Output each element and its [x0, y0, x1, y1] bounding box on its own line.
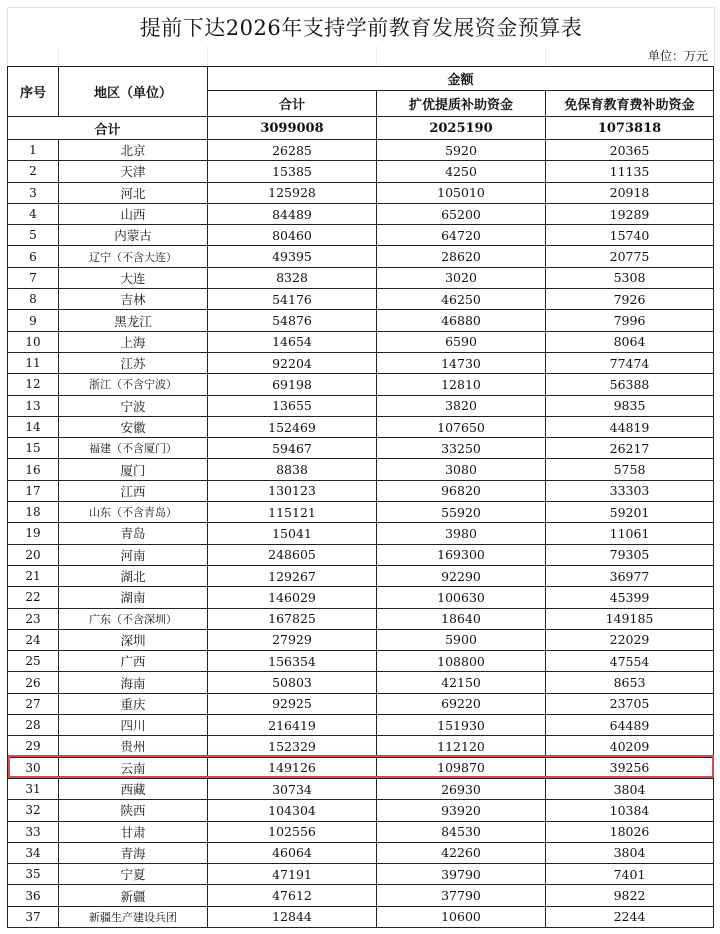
quality-cell: 96820 — [377, 480, 546, 501]
region-cell: 新疆 — [59, 885, 208, 906]
total-cell: 15041 — [208, 523, 377, 544]
total-cell: 50803 — [208, 672, 377, 693]
table-row — [8, 629, 714, 650]
quality-cell: 42150 — [377, 672, 546, 693]
table-row — [8, 395, 714, 416]
seq-cell: 17 — [8, 480, 59, 501]
total-cell: 104304 — [208, 800, 377, 821]
region-cell: 江西 — [59, 480, 208, 501]
seq-cell: 33 — [8, 821, 59, 842]
free-cell: 15740 — [546, 225, 714, 246]
total-cell: 12844 — [208, 906, 377, 927]
free-cell: 23705 — [546, 693, 714, 714]
quality-cell: 69220 — [377, 693, 546, 714]
free-cell: 20775 — [546, 246, 714, 267]
total-cell: 92925 — [208, 693, 377, 714]
table-row — [8, 438, 714, 459]
header-amount: 金额 — [208, 67, 714, 91]
seq-cell: 10 — [8, 331, 59, 352]
quality-cell: 55920 — [377, 502, 546, 523]
region-cell: 北京 — [59, 140, 208, 161]
seq-cell: 15 — [8, 438, 59, 459]
free-cell: 47554 — [546, 651, 714, 672]
seq-cell: 23 — [8, 608, 59, 629]
table-row — [8, 289, 714, 310]
quality-cell: 5900 — [377, 629, 546, 650]
free-cell: 18026 — [546, 821, 714, 842]
seq-cell: 16 — [8, 459, 59, 480]
total-cell: 102556 — [208, 821, 377, 842]
quality-cell: 65200 — [377, 203, 546, 224]
table-row — [8, 885, 714, 906]
total-cell: 27929 — [208, 629, 377, 650]
free-cell: 9835 — [546, 395, 714, 416]
total-cell: 54876 — [208, 310, 377, 331]
table-row — [8, 800, 714, 821]
region-cell: 四川 — [59, 715, 208, 736]
seq-cell: 5 — [8, 225, 59, 246]
total-cell: 8328 — [208, 267, 377, 288]
total-cell: 15385 — [208, 161, 377, 182]
region-cell: 宁波 — [59, 395, 208, 416]
quality-cell: 46880 — [377, 310, 546, 331]
quality-cell: 18640 — [377, 608, 546, 629]
quality-cell: 26930 — [377, 778, 546, 799]
seq-cell: 32 — [8, 800, 59, 821]
total-cell: 47191 — [208, 864, 377, 885]
quality-cell: 10600 — [377, 906, 546, 927]
free-cell: 5308 — [546, 267, 714, 288]
free-cell: 36977 — [546, 565, 714, 586]
table-row — [8, 906, 714, 927]
region-cell: 吉林 — [59, 289, 208, 310]
free-cell: 79305 — [546, 544, 714, 565]
region-cell: 西藏 — [59, 778, 208, 799]
seq-cell: 31 — [8, 778, 59, 799]
free-cell: 64489 — [546, 715, 714, 736]
region-cell: 黑龙江 — [59, 310, 208, 331]
total-cell: 216419 — [208, 715, 377, 736]
table-row — [8, 672, 714, 693]
region-cell: 陕西 — [59, 800, 208, 821]
seq-cell: 25 — [8, 651, 59, 672]
free-cell: 26217 — [546, 438, 714, 459]
table-row — [8, 416, 714, 437]
region-cell: 贵州 — [59, 736, 208, 757]
seq-cell: 36 — [8, 885, 59, 906]
seq-cell: 4 — [8, 203, 59, 224]
quality-cell: 28620 — [377, 246, 546, 267]
quality-cell: 3080 — [377, 459, 546, 480]
header-seq: 序号 — [8, 67, 59, 117]
total-cell: 46064 — [208, 842, 377, 863]
seq-cell: 20 — [8, 544, 59, 565]
region-cell: 大连 — [59, 267, 208, 288]
free-cell: 3804 — [546, 842, 714, 863]
table-row — [8, 352, 714, 373]
table-row — [8, 715, 714, 736]
quality-cell: 46250 — [377, 289, 546, 310]
seq-cell: 13 — [8, 395, 59, 416]
region-cell: 江苏 — [59, 352, 208, 373]
quality-cell: 12810 — [377, 374, 546, 395]
free-cell: 19289 — [546, 203, 714, 224]
quality-cell: 3980 — [377, 523, 546, 544]
table-row — [8, 502, 714, 523]
free-cell: 8653 — [546, 672, 714, 693]
total-free: 1073818 — [546, 117, 714, 140]
budget-table — [7, 66, 714, 928]
region-cell: 宁夏 — [59, 864, 208, 885]
region-cell: 河南 — [59, 544, 208, 565]
table-row — [8, 480, 714, 501]
total-label: 合计 — [8, 117, 208, 140]
total-cell: 156354 — [208, 651, 377, 672]
free-cell: 44819 — [546, 416, 714, 437]
seq-cell: 14 — [8, 416, 59, 437]
free-cell: 7996 — [546, 310, 714, 331]
total-cell: 125928 — [208, 182, 377, 203]
region-cell: 辽宁（不含大连） — [59, 246, 208, 267]
region-cell: 厦门 — [59, 459, 208, 480]
region-cell: 内蒙古 — [59, 225, 208, 246]
region-cell: 重庆 — [59, 693, 208, 714]
region-cell: 上海 — [59, 331, 208, 352]
region-cell: 天津 — [59, 161, 208, 182]
table-row — [8, 544, 714, 565]
seq-cell: 11 — [8, 352, 59, 373]
table-row — [8, 608, 714, 629]
region-cell: 深圳 — [59, 629, 208, 650]
free-cell: 8064 — [546, 331, 714, 352]
region-cell: 河北 — [59, 182, 208, 203]
total-cell: 146029 — [208, 587, 377, 608]
region-cell: 福建（不含厦门） — [59, 438, 208, 459]
seq-cell: 29 — [8, 736, 59, 757]
quality-cell: 6590 — [377, 331, 546, 352]
total-cell: 47612 — [208, 885, 377, 906]
total-cell: 13655 — [208, 395, 377, 416]
table-title: 提前下达2026年支持学前教育发展资金预算表 — [7, 7, 715, 46]
quality-cell: 14730 — [377, 352, 546, 373]
region-cell: 湖北 — [59, 565, 208, 586]
seq-cell: 24 — [8, 629, 59, 650]
free-cell: 33303 — [546, 480, 714, 501]
total-cell: 115121 — [208, 502, 377, 523]
free-cell: 5758 — [546, 459, 714, 480]
total-cell: 92204 — [208, 352, 377, 373]
total-cell: 30734 — [208, 778, 377, 799]
quality-cell: 105010 — [377, 182, 546, 203]
seq-cell: 1 — [8, 140, 59, 161]
free-cell: 149185 — [546, 608, 714, 629]
table-row — [8, 310, 714, 331]
table-row — [8, 736, 714, 757]
header-total: 合计 — [208, 91, 377, 117]
header-region: 地区（单位） — [59, 67, 208, 117]
total-cell: 152469 — [208, 416, 377, 437]
table-row — [8, 246, 714, 267]
free-cell: 7401 — [546, 864, 714, 885]
table-row — [8, 523, 714, 544]
region-cell: 甘肃 — [59, 821, 208, 842]
table-row — [8, 778, 714, 799]
total-cell: 167825 — [208, 608, 377, 629]
table-row — [8, 565, 714, 586]
seq-cell: 34 — [8, 842, 59, 863]
free-cell: 2244 — [546, 906, 714, 927]
table-row — [8, 267, 714, 288]
quality-cell: 39790 — [377, 864, 546, 885]
region-cell: 青岛 — [59, 523, 208, 544]
free-cell: 9822 — [546, 885, 714, 906]
table-row — [8, 182, 714, 203]
quality-cell: 92290 — [377, 565, 546, 586]
free-cell: 59201 — [546, 502, 714, 523]
seq-cell: 12 — [8, 374, 59, 395]
quality-cell: 108800 — [377, 651, 546, 672]
total-cell: 14654 — [208, 331, 377, 352]
quality-cell: 169300 — [377, 544, 546, 565]
total-amount: 3099008 — [208, 117, 377, 140]
quality-cell: 107650 — [377, 416, 546, 437]
seq-cell: 37 — [8, 906, 59, 927]
table-row — [8, 374, 714, 395]
free-cell: 3804 — [546, 778, 714, 799]
table-row — [8, 140, 714, 161]
total-cell: 149126 — [208, 757, 377, 778]
seq-cell: 8 — [8, 289, 59, 310]
total-row — [8, 117, 714, 140]
grid-line — [207, 46, 208, 65]
table-row — [8, 864, 714, 885]
header-quality-fund: 扩优提质补助资金 — [377, 91, 546, 117]
table-row — [8, 821, 714, 842]
table-row — [8, 225, 714, 246]
total-quality: 2025190 — [377, 117, 546, 140]
seq-cell: 27 — [8, 693, 59, 714]
region-cell: 湖南 — [59, 587, 208, 608]
table-row — [8, 587, 714, 608]
region-cell: 青海 — [59, 842, 208, 863]
free-cell: 20365 — [546, 140, 714, 161]
total-cell: 54176 — [208, 289, 377, 310]
seq-cell: 28 — [8, 715, 59, 736]
region-cell: 山东（不含青岛） — [59, 502, 208, 523]
seq-cell: 22 — [8, 587, 59, 608]
total-cell: 80460 — [208, 225, 377, 246]
seq-cell: 35 — [8, 864, 59, 885]
free-cell: 10384 — [546, 800, 714, 821]
seq-cell: 26 — [8, 672, 59, 693]
table-row — [8, 459, 714, 480]
table-row — [8, 842, 714, 863]
seq-cell: 19 — [8, 523, 59, 544]
quality-cell: 42260 — [377, 842, 546, 863]
quality-cell: 84530 — [377, 821, 546, 842]
total-cell: 130123 — [208, 480, 377, 501]
free-cell: 45399 — [546, 587, 714, 608]
seq-cell: 21 — [8, 565, 59, 586]
seq-cell: 9 — [8, 310, 59, 331]
table-row — [8, 331, 714, 352]
free-cell: 22029 — [546, 629, 714, 650]
free-cell: 11061 — [546, 523, 714, 544]
quality-cell: 93920 — [377, 800, 546, 821]
total-cell: 152329 — [208, 736, 377, 757]
region-cell: 海南 — [59, 672, 208, 693]
quality-cell: 3820 — [377, 395, 546, 416]
region-cell: 山西 — [59, 203, 208, 224]
free-cell: 11135 — [546, 161, 714, 182]
free-cell: 77474 — [546, 352, 714, 373]
quality-cell: 37790 — [377, 885, 546, 906]
quality-cell: 3020 — [377, 267, 546, 288]
seq-cell: 18 — [8, 502, 59, 523]
quality-cell: 4250 — [377, 161, 546, 182]
table-row — [8, 203, 714, 224]
table-row — [8, 693, 714, 714]
total-cell: 129267 — [208, 565, 377, 586]
seq-cell: 2 — [8, 161, 59, 182]
seq-cell: 7 — [8, 267, 59, 288]
region-cell: 广西 — [59, 651, 208, 672]
quality-cell: 64720 — [377, 225, 546, 246]
grid-line — [376, 46, 377, 65]
table-row — [8, 161, 714, 182]
total-cell: 8838 — [208, 459, 377, 480]
seq-cell: 3 — [8, 182, 59, 203]
region-cell: 安徽 — [59, 416, 208, 437]
region-cell: 广东（不含深圳） — [59, 608, 208, 629]
quality-cell: 5920 — [377, 140, 546, 161]
quality-cell: 109870 — [377, 757, 546, 778]
seq-cell: 6 — [8, 246, 59, 267]
total-cell: 59467 — [208, 438, 377, 459]
region-cell: 新疆生产建设兵团 — [59, 906, 208, 927]
quality-cell: 151930 — [377, 715, 546, 736]
header-free-fee-fund: 免保育教育费补助资金 — [546, 91, 714, 117]
quality-cell: 100630 — [377, 587, 546, 608]
region-cell: 浙江（不含宁波） — [59, 374, 208, 395]
region-cell: 云南 — [59, 757, 208, 778]
free-cell: 56388 — [546, 374, 714, 395]
free-cell: 40209 — [546, 736, 714, 757]
free-cell: 7926 — [546, 289, 714, 310]
grid-line — [58, 46, 59, 65]
seq-cell: 30 — [8, 757, 59, 778]
total-cell: 26285 — [208, 140, 377, 161]
total-cell: 84489 — [208, 203, 377, 224]
quality-cell: 33250 — [377, 438, 546, 459]
free-cell: 39256 — [546, 757, 714, 778]
table-row — [8, 651, 714, 672]
unit-label: 单位：万元 — [647, 49, 708, 63]
free-cell: 20918 — [546, 182, 714, 203]
total-cell: 69198 — [208, 374, 377, 395]
quality-cell: 112120 — [377, 736, 546, 757]
total-cell: 49395 — [208, 246, 377, 267]
unit-row — [7, 46, 715, 65]
table-row — [8, 757, 714, 778]
grid-line — [545, 46, 546, 65]
total-cell: 248605 — [208, 544, 377, 565]
